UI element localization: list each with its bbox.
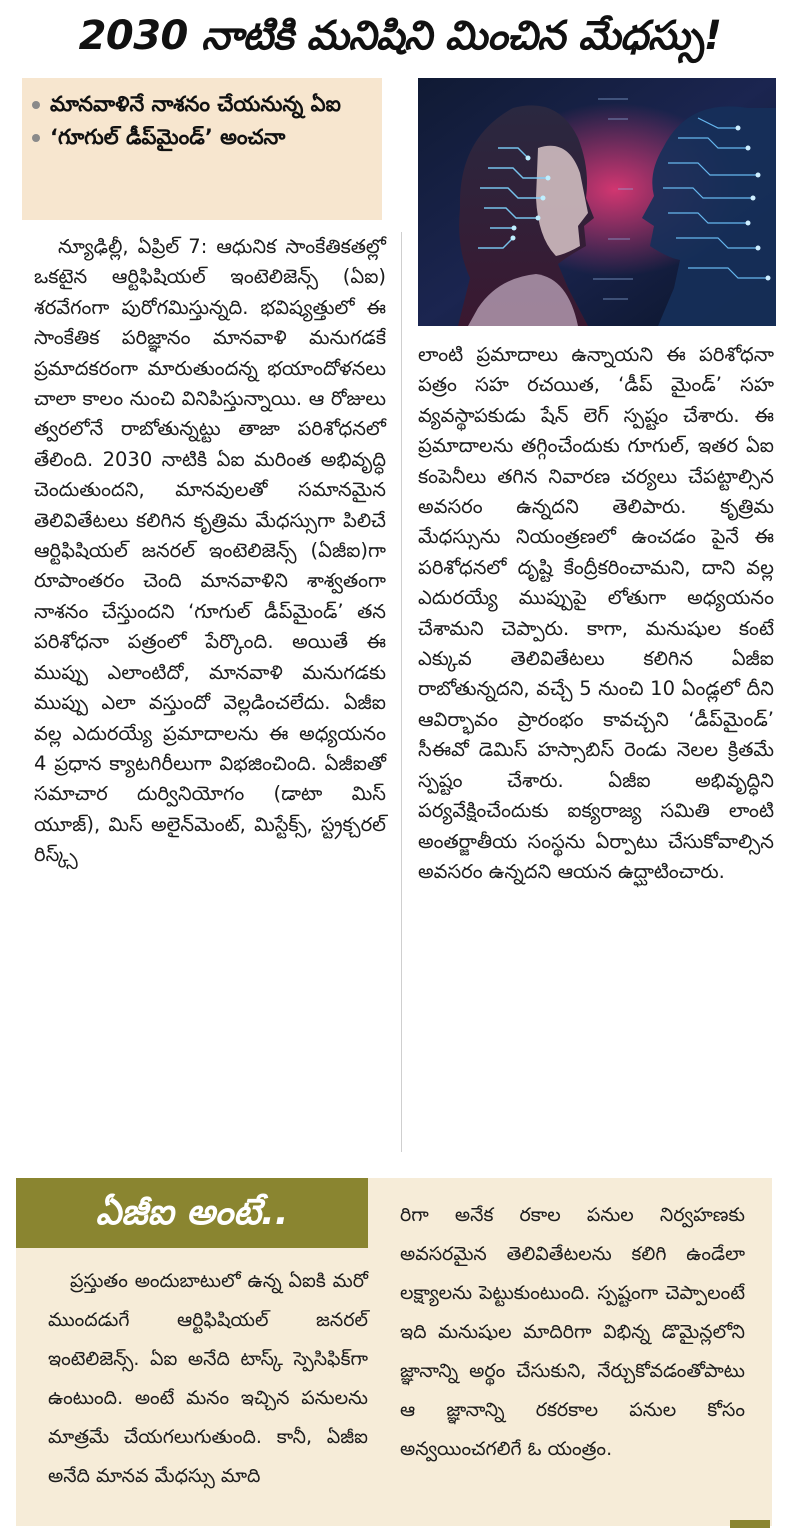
bullet-item: [50, 121, 372, 154]
bullet-text: ‘గూగుల్ డీప్‌మైండ్’ అంచనా: [50, 125, 286, 149]
subheadline-bullets: [22, 78, 382, 220]
bullet-dot-icon: [32, 134, 40, 142]
sidebar-paragraph: రిగా అనేక రకాల పనుల నిర్వహణకు అవసరమైన తెలివితేటలను కలిగి ఉండేలా లక్ష్యాలను పెట్టుకుంటుంది. స్పష్టంగా చెప్పాలంటే ఇది మనుషుల మాదిరిగా విభిన్న డొమైన్లలోని జ్ఞానాన్ని అర్థం చేసుకుని, నేర్చుకోవడంతోపాటు ఆ జ్ఞానాన్ని రకరకాల పనుల కోసం అన్వయించగలిగే ఓ యంత్రం.: [400, 1204, 745, 1460]
sidebar-column-left: [48, 1262, 368, 1496]
corner-accent: [730, 1520, 770, 1528]
sidebar-title: ఏజీఐ అంటే..: [16, 1178, 368, 1248]
headline: 2030 నాటికి మనిషిని మించిన మేధస్సు!: [78, 13, 722, 59]
article-paragraph: న్యూఢిల్లీ, ఏప్రిల్ 7: ఆధునిక సాంకేతికతల్లో ఒకటైన ఆర్టిఫిషియల్ ఇంటెలిజెన్స్ (ఏఐ) శరవేగంగా పురోగమిస్తున్నది. భవిష్యత్తులో ఈ సాంకేతిక పరిజ్ఞానం మానవాళి మనుగడకే ప్రమాదకరంగా మారుతుందన్న భయాందోళనలు చాలా కాలం నుంచి వినిపిస్తున్నాయి. ఆ రోజులు త్వరలోనే రాబోతున్నట్టు తాజా పరిశోధనలో తేలింది. 2030 నాటికి ఏఐ మరింత అభివృద్ధి చెందుతుందని, మానవులతో సమానమైన తెలివితేటలు కలిగిన కృత్రిమ మేధస్సుగా పిలిచే ఆర్టిఫిషియల్ జనరల్ ఇంటెలిజెన్స్ (ఏజీఐ)గా రూపాంతరం చెంది మానవాళిని శాశ్వతంగా నాశనం చేస్తుందని ‘గూగుల్ డీప్‌మైండ్’ తన పరిశోధనా పత్రంలో పేర్కొంది. అయితే ఈ ముప్పు ఎలాంటిదో, మానవాళి మనుగడకు ముప్పు ఎలా వస్తుందో వెల్లడించలేదు. ఏజీఐ వల్ల ఎదురయ్యే ప్రమాదాలను ఈ అధ్యయనం 4 ప్రధాన క్యాటగిరీలుగా విభజించింది. ఏజీఐతో సమాచార దుర్వినియోగం (డాటా మిస్ యూజ్), మిస్ అలైన్‌మెంట్, మిస్టేక్స్, స్ట్రక్చరల్ రిస్క్స్: [34, 235, 386, 867]
sidebar-column-right: [400, 1196, 745, 1469]
bullet-item: [50, 88, 372, 121]
ai-human-face-photo: [418, 78, 776, 326]
sidebar-paragraph: ప్రస్తుతం అందుబాటులో ఉన్న ఏఐకి మరో ముందడుగే ఆర్టిఫిషియల్ జనరల్ ఇంటెలిజెన్స్. ఏఐ అనేది టాస్క్ స్పెసిఫిక్‌గా ఉంటుంది. అంటే మనం ఇచ్చిన పనులను మాత్రమే చేయగలుగుతుంది. కానీ, ఏజీఐ అనేది మానవ మేధస్సు మాది: [48, 1270, 368, 1487]
article-column-right: [418, 340, 774, 887]
article-paragraph: లాంటి ప్రమాదాలు ఉన్నాయని ఈ పరిశోధనా పత్రం సహ రచయిత, ‘డీప్ మైండ్’ సహ వ్యవస్థాపకుడు షేన్ లెగ్ స్పష్టం చేశారు. ఈ ప్రమాదాలను తగ్గించేందుకు గూగుల్, ఇతర ఏఐ కంపెనీలు తగిన నివారణ చర్యలు చేపట్టాల్సిన అవసరం ఉన్నదని తెలిపారు. కృత్రిమ మేధస్సును నియంత్రణలో ఉంచడం పైనే ఈ పరిశోధనలో దృష్టి కేంద్రీకరించామని, దాని వల్ల ఎదురయ్యే ముప్పుపై లోతుగా అధ్యయనం చేశామని చెప్పారు. కాగా, మనుషుల కంటే ఎక్కువ తెలివితేటలు కలిగిన ఏజీఐ రాబోతున్నదని, వచ్చే 5 నుంచి 10 ఏండ్లలో దీని ఆవిర్భావం ప్రారంభం కావచ్చని ‘డీప్‌మైండ్’ సీఈవో డెమిస్ హస్సాబిస్ రెండు నెలల క్రితమే స్పష్టం చేశారు. ఏజీఐ అభివృద్ధిని పర్యవేక్షించేందుకు ఐక్యరాజ్య సమితి లాంటి అంతర్జాతీయ సంస్థను ఏర్పాటు చేసుకోవాల్సిన అవసరం ఉన్నదని ఆయన ఉద్ఘాటించారు.: [418, 343, 774, 883]
bullet-dot-icon: [32, 101, 40, 109]
column-divider: [401, 232, 402, 1152]
article-column-left: [34, 232, 386, 871]
bullet-text: మానవాళినే నాశనం చేయనున్న ఏఐ: [50, 92, 341, 116]
